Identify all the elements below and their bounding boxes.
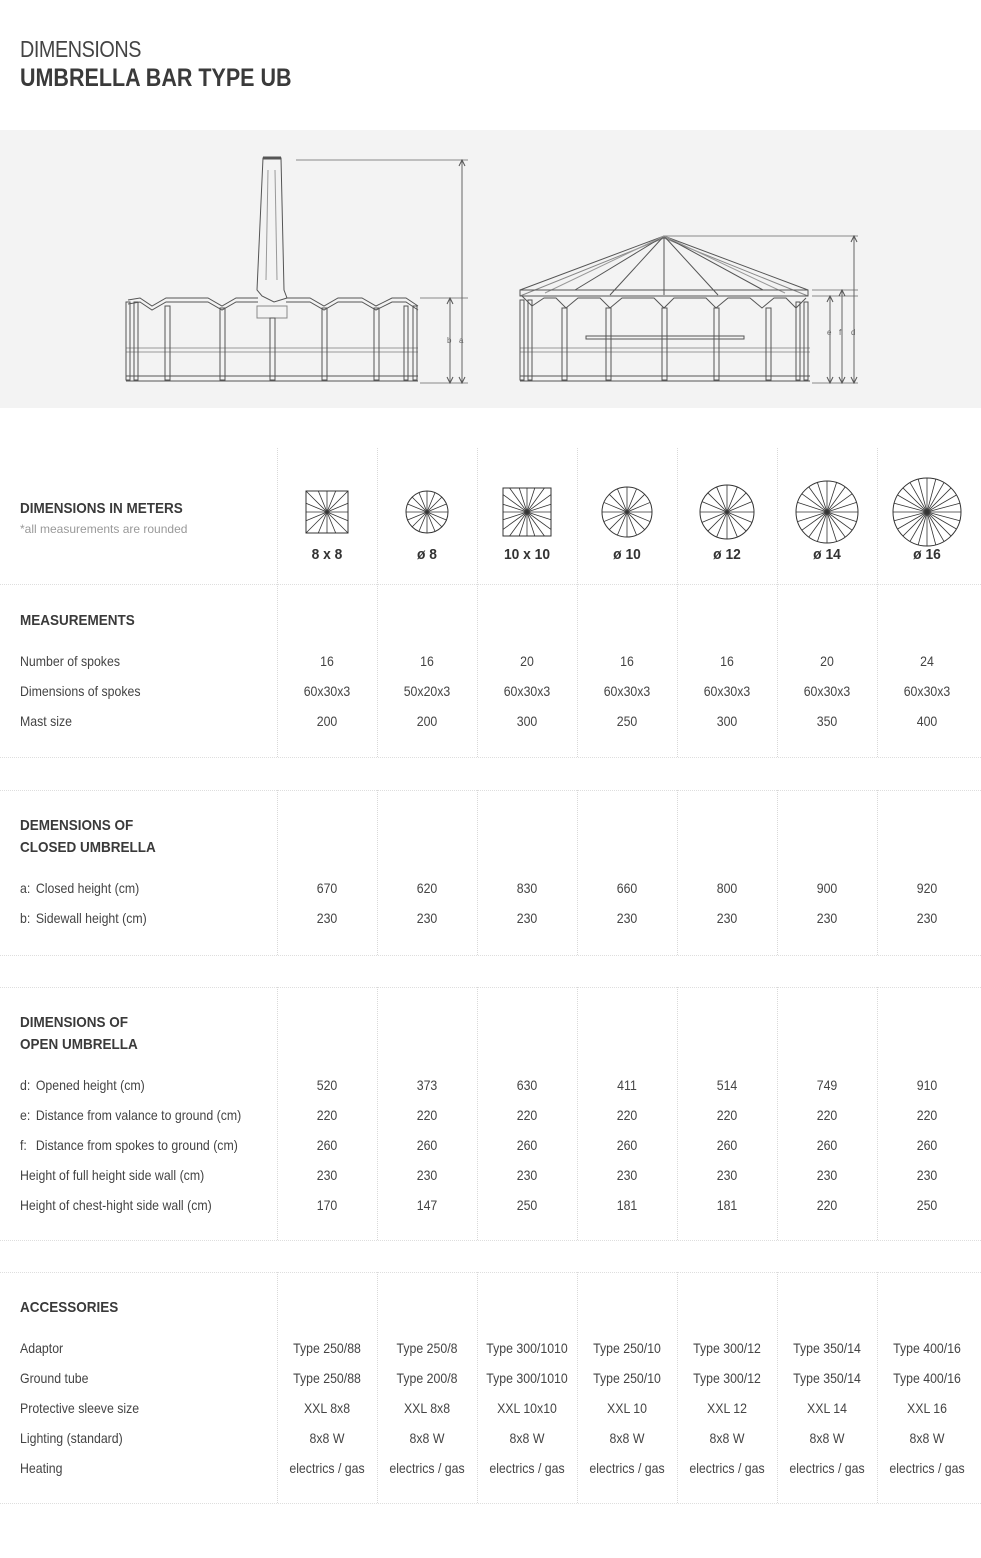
row-label-text: Opened height (cm): [35, 1077, 145, 1093]
row-label-text: Lighting (standard): [20, 1430, 123, 1446]
column-divider: [677, 790, 678, 955]
table-cell: 373: [416, 1077, 438, 1093]
table-cell: XXL 16: [907, 1400, 947, 1416]
table-cell: 60x30x3: [303, 683, 351, 699]
table-cell: Type 400/16: [893, 1340, 961, 1356]
open-umbrella-drawing: [520, 236, 858, 383]
label-a: a: [459, 336, 464, 345]
table-cell: 230: [316, 910, 338, 926]
section-title: [20, 815, 156, 859]
table-cell: 60x30x3: [603, 683, 651, 699]
label-d: d: [851, 328, 856, 337]
row-label-text: Closed height (cm): [35, 880, 140, 896]
column-divider: [377, 1272, 378, 1503]
table-cell: 16: [720, 653, 734, 669]
section-title-line: DIMENSIONS OF: [20, 1014, 129, 1031]
table-cell: Type 250/88: [293, 1340, 361, 1356]
table-cell: 181: [616, 1197, 638, 1213]
section-title: [20, 1297, 118, 1319]
table-cell: 220: [816, 1107, 838, 1123]
table-cell: 24: [920, 653, 934, 669]
label-e: e: [827, 328, 832, 337]
table-cell: 260: [716, 1137, 738, 1153]
section-title-line: DEMENSIONS OF: [20, 817, 134, 834]
table-cell: 250: [916, 1197, 938, 1213]
table-cell: 260: [516, 1137, 538, 1153]
table-cell: 670: [316, 880, 338, 896]
column-label: ø 12: [713, 546, 741, 563]
table-cell: Type 250/10: [593, 1370, 661, 1386]
row-label: [20, 683, 141, 699]
section-title: [20, 610, 135, 632]
row-label-text: Dimensions of spokes: [20, 683, 141, 699]
column-divider: [577, 448, 578, 757]
table-cell: 20: [520, 653, 534, 669]
table-cell: 16: [620, 653, 634, 669]
table-cell: electrics / gas: [289, 1460, 365, 1476]
table-cell: 230: [716, 1167, 738, 1183]
label-b: b: [447, 336, 452, 345]
row-prefix: f:: [20, 1137, 27, 1153]
row-label-text: Height of full height side wall (cm): [20, 1167, 205, 1183]
column-divider: [477, 987, 478, 1240]
table-cell: 230: [916, 910, 938, 926]
row-label-text: Height of chest-hight side wall (cm): [20, 1197, 212, 1213]
row-divider: [0, 757, 981, 758]
column-divider: [577, 1272, 578, 1503]
column-divider: [477, 1272, 478, 1503]
table-cell: 910: [916, 1077, 938, 1093]
table-cell: 60x30x3: [503, 683, 551, 699]
table-cell: XXL 10x10: [497, 1400, 557, 1416]
table-cell: 230: [416, 1167, 438, 1183]
intro-title: DIMENSIONS IN METERS: [20, 500, 183, 517]
table-cell: 300: [516, 713, 538, 729]
table-cell: 920: [916, 880, 938, 896]
umbrella-bar-drawing: [0, 130, 981, 408]
column-divider: [477, 790, 478, 955]
round-plan-icon: [601, 486, 653, 538]
section-title: [20, 1012, 138, 1056]
column-label: ø 8: [417, 546, 437, 563]
row-label: [20, 713, 72, 729]
table-cell: 8x8 W: [609, 1430, 645, 1446]
column-divider: [577, 790, 578, 955]
row-label: [20, 1167, 204, 1183]
row-label: [20, 910, 147, 926]
row-label: [20, 1460, 62, 1476]
column-divider: [577, 987, 578, 1240]
table-cell: 230: [816, 1167, 838, 1183]
row-label-text: Number of spokes: [20, 653, 120, 669]
row-label-text: Protective sleeve size: [20, 1400, 140, 1416]
column-divider: [277, 1272, 278, 1503]
table-cell: electrics / gas: [389, 1460, 465, 1476]
column-divider: [477, 448, 478, 757]
column-divider: [677, 987, 678, 1240]
table-cell: Type 300/1010: [486, 1340, 568, 1356]
table-cell: 400: [916, 713, 938, 729]
table-cell: XXL 8x8: [403, 1400, 451, 1416]
table-cell: 514: [716, 1077, 738, 1093]
table-cell: 230: [616, 1167, 638, 1183]
table-cell: 170: [316, 1197, 338, 1213]
column-divider: [777, 1272, 778, 1503]
table-cell: 830: [516, 880, 538, 896]
row-label: [20, 1137, 238, 1153]
row-label: [20, 1077, 145, 1093]
row-label-text: Heating: [20, 1460, 63, 1476]
row-divider: [0, 1240, 981, 1241]
row-label: [20, 1107, 241, 1123]
column-divider: [877, 790, 878, 955]
table-cell: 8x8 W: [509, 1430, 545, 1446]
table-cell: 260: [616, 1137, 638, 1153]
table-cell: 220: [816, 1197, 838, 1213]
table-cell: 200: [316, 713, 338, 729]
column-divider: [777, 448, 778, 757]
table-cell: 220: [416, 1107, 438, 1123]
table-cell: Type 250/10: [593, 1340, 661, 1356]
table-cell: electrics / gas: [889, 1460, 965, 1476]
table-cell: 350: [816, 713, 838, 729]
table-cell: 60x30x3: [903, 683, 951, 699]
table-cell: 200: [416, 713, 438, 729]
table-cell: 230: [716, 910, 738, 926]
table-cell: 300: [716, 713, 738, 729]
table-cell: 230: [516, 910, 538, 926]
page-title: UMBRELLA BAR TYPE UB: [20, 64, 292, 92]
column-label: ø 10: [613, 546, 641, 563]
table-cell: Type 250/88: [293, 1370, 361, 1386]
table-cell: 250: [516, 1197, 538, 1213]
table-cell: XXL 14: [807, 1400, 847, 1416]
row-label-text: Ground tube: [20, 1370, 89, 1386]
column-divider: [677, 1272, 678, 1503]
row-divider: [0, 790, 981, 791]
column-label: ø 14: [813, 546, 841, 563]
table-cell: Type 350/14: [793, 1340, 861, 1356]
table-cell: 900: [816, 880, 838, 896]
square-plan-icon: [502, 487, 552, 537]
round-plan-icon: [405, 490, 449, 534]
table-cell: Type 300/12: [693, 1340, 761, 1356]
table-cell: 230: [916, 1167, 938, 1183]
row-prefix: a:: [20, 880, 31, 896]
section-title-line: OPEN UMBRELLA: [20, 1036, 138, 1053]
table-cell: 260: [816, 1137, 838, 1153]
column-divider: [677, 448, 678, 757]
column-divider: [277, 448, 278, 757]
row-label-text: Mast size: [20, 713, 73, 729]
column-label: 8 x 8: [311, 546, 343, 563]
header-subtitle: DIMENSIONS: [20, 36, 141, 62]
row-label-text: Distance from spokes to ground (cm): [35, 1137, 238, 1153]
row-label: [20, 1400, 139, 1416]
round-plan-icon: [892, 477, 962, 547]
column-divider: [877, 448, 878, 757]
section-title-line: MEASUREMENTS: [20, 612, 135, 629]
table-cell: 220: [516, 1107, 538, 1123]
row-divider: [0, 987, 981, 988]
table-cell: XXL 12: [707, 1400, 747, 1416]
row-prefix: e:: [20, 1107, 31, 1123]
table-cell: 260: [416, 1137, 438, 1153]
row-label: [20, 1197, 212, 1213]
table-cell: 620: [416, 880, 438, 896]
table-cell: 8x8 W: [809, 1430, 845, 1446]
table-cell: electrics / gas: [489, 1460, 565, 1476]
column-divider: [377, 790, 378, 955]
column-divider: [877, 1272, 878, 1503]
table-cell: 16: [420, 653, 434, 669]
square-plan-icon: [305, 490, 349, 534]
column-divider: [377, 448, 378, 757]
column-divider: [777, 987, 778, 1240]
column-divider: [277, 790, 278, 955]
technical-drawing-band: [0, 130, 981, 408]
table-cell: 8x8 W: [909, 1430, 945, 1446]
table-cell: 411: [617, 1077, 637, 1093]
table-cell: 220: [916, 1107, 938, 1123]
table-cell: 230: [616, 910, 638, 926]
round-plan-icon: [795, 480, 859, 544]
table-cell: 220: [316, 1107, 338, 1123]
table-cell: 230: [316, 1167, 338, 1183]
row-label-text: Adaptor: [20, 1340, 64, 1356]
row-divider: [0, 1503, 981, 1504]
table-cell: 660: [616, 880, 638, 896]
row-prefix: d:: [20, 1077, 31, 1093]
table-cell: Type 350/14: [793, 1370, 861, 1386]
row-label-text: Distance from valance to ground (cm): [35, 1107, 242, 1123]
table-cell: 60x30x3: [703, 683, 751, 699]
table-cell: 800: [716, 880, 738, 896]
row-prefix: b:: [20, 910, 31, 926]
table-cell: 8x8 W: [309, 1430, 345, 1446]
table-cell: electrics / gas: [789, 1460, 865, 1476]
table-cell: 260: [916, 1137, 938, 1153]
table-cell: 250: [616, 713, 638, 729]
table-cell: 630: [516, 1077, 538, 1093]
column-label: 10 x 10: [503, 546, 551, 563]
table-cell: 60x30x3: [803, 683, 851, 699]
column-divider: [277, 987, 278, 1240]
table-cell: 147: [416, 1197, 438, 1213]
column-divider: [777, 790, 778, 955]
table-cell: 50x20x3: [403, 683, 451, 699]
row-label: [20, 1430, 123, 1446]
row-label: [20, 880, 139, 896]
table-cell: XXL 8x8: [303, 1400, 351, 1416]
table-cell: 749: [816, 1077, 838, 1093]
table-cell: 260: [316, 1137, 338, 1153]
table-cell: Type 400/16: [893, 1370, 961, 1386]
table-cell: 181: [716, 1197, 738, 1213]
label-f: f: [839, 328, 842, 337]
row-label: [20, 653, 120, 669]
column-divider: [877, 987, 878, 1240]
table-cell: 220: [716, 1107, 738, 1123]
table-cell: Type 300/12: [693, 1370, 761, 1386]
table-cell: 230: [816, 910, 838, 926]
rounding-note: *all measurements are rounded: [20, 522, 188, 536]
table-cell: Type 250/8: [396, 1340, 458, 1356]
table-cell: electrics / gas: [689, 1460, 765, 1476]
table-cell: 520: [316, 1077, 338, 1093]
section-title-line: CLOSED UMBRELLA: [20, 839, 156, 856]
table-cell: electrics / gas: [589, 1460, 665, 1476]
row-label: [20, 1370, 89, 1386]
page-header: [20, 36, 336, 93]
row-label: [20, 1340, 63, 1356]
table-cell: 20: [820, 653, 834, 669]
table-cell: 230: [516, 1167, 538, 1183]
section-title-line: ACCESSORIES: [20, 1299, 119, 1316]
table-cell: 8x8 W: [409, 1430, 445, 1446]
row-divider: [0, 955, 981, 956]
row-divider: [0, 584, 981, 585]
table-cell: 8x8 W: [709, 1430, 745, 1446]
table-cell: 16: [320, 653, 334, 669]
column-divider: [377, 987, 378, 1240]
table-cell: Type 200/8: [396, 1370, 458, 1386]
round-plan-icon: [699, 484, 755, 540]
table-cell: Type 300/1010: [486, 1370, 568, 1386]
row-divider: [0, 1272, 981, 1273]
column-label: ø 16: [913, 546, 941, 563]
closed-umbrella-drawing: [126, 158, 468, 383]
table-cell: 220: [616, 1107, 638, 1123]
row-label-text: Sidewall height (cm): [35, 910, 147, 926]
table-cell: 230: [416, 910, 438, 926]
table-cell: XXL 10: [607, 1400, 647, 1416]
